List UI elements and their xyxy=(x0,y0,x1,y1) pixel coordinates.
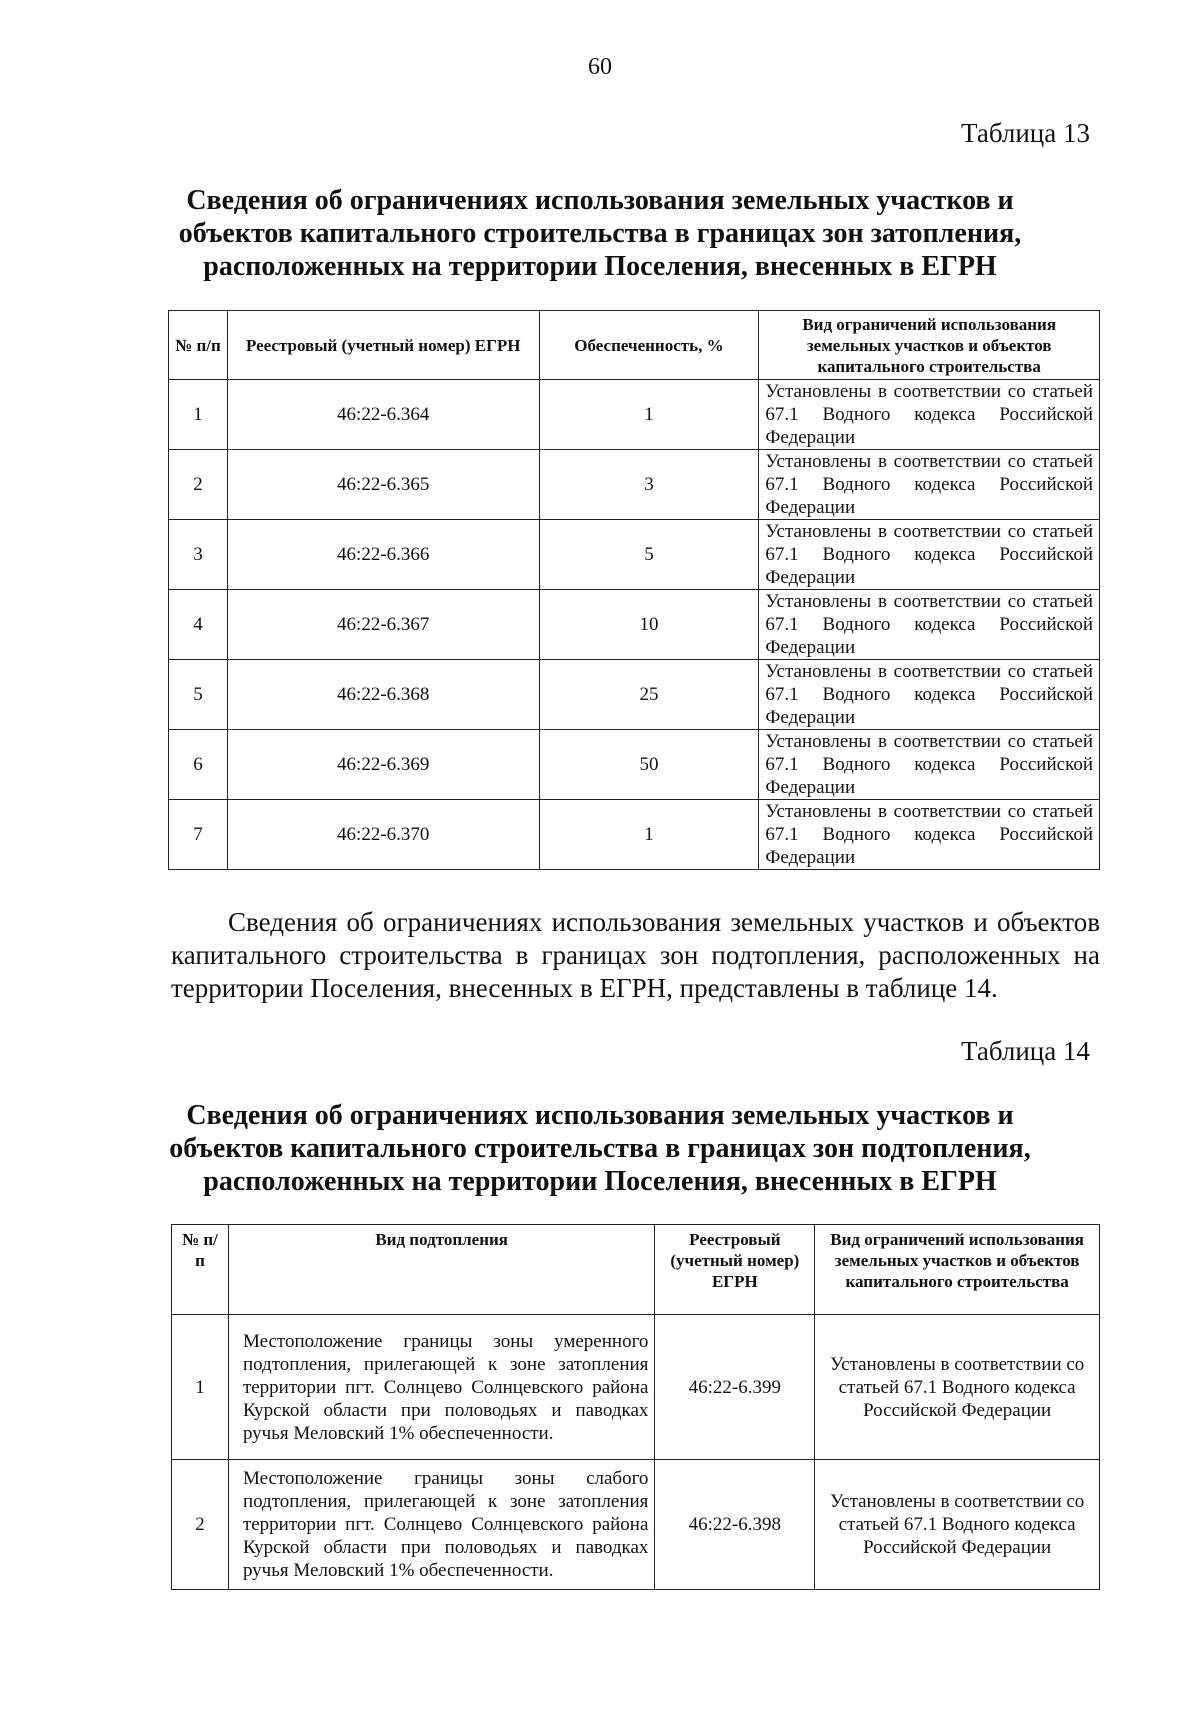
row-num: 2 xyxy=(172,1460,229,1590)
row-restriction-kind: Установлены в соответствии со статьей 67.1 Водного кодекса Российской Федерации xyxy=(815,1315,1100,1460)
header-flood-type: Вид подтопления xyxy=(228,1225,654,1315)
table-13 xyxy=(168,310,1100,870)
table-row xyxy=(169,380,1100,450)
table-14-label: Таблица 14 xyxy=(961,1036,1090,1066)
row-probability: 10 xyxy=(539,590,759,660)
header-num: № п/п xyxy=(172,1225,229,1315)
table-row xyxy=(169,590,1100,660)
table-row xyxy=(172,1315,1100,1460)
row-probability: 50 xyxy=(539,730,759,800)
row-flood-type: Местоположение границы зоны слабого подтопления, прилегающей к зоне затопления территории пгт. Солнцево Солнцевского района Курской области при половодьях и паводках ручья Меловский 1% обеспеченности. xyxy=(228,1460,654,1590)
row-num: 6 xyxy=(169,730,228,800)
row-registry-number: 46:22-6.398 xyxy=(655,1460,815,1590)
header-probability: Обеспеченность, % xyxy=(539,311,759,380)
header-registry-number: Реестровый (учетный номер) ЕГРН xyxy=(227,311,539,380)
table-13-label: Таблица 13 xyxy=(961,118,1090,148)
row-num: 3 xyxy=(169,520,228,590)
row-probability: 3 xyxy=(539,450,759,520)
row-registry-number: 46:22-6.364 xyxy=(227,380,539,450)
row-probability: 1 xyxy=(539,800,759,870)
row-num: 5 xyxy=(169,660,228,730)
table-13-title: Сведения об ограничениях использования земельных участков и объектов капитального строительства в границах зон затопления, расположенных на территории Поселения, внесенных в ЕГРН xyxy=(178,185,1022,282)
table-row xyxy=(169,730,1100,800)
row-probability: 5 xyxy=(539,520,759,590)
row-restriction-kind: Установлены в соответствии со статьей 67.1 Водного кодекса Российской Федерации xyxy=(759,450,1100,520)
row-restriction-kind: Установлены в соответствии со статьей 67.1 Водного кодекса Российской Федерации xyxy=(759,660,1100,730)
table-13-header-row xyxy=(169,311,1100,380)
row-restriction-kind: Установлены в соответствии со статьей 67.1 Водного кодекса Российской Федерации xyxy=(759,730,1100,800)
row-registry-number: 46:22-6.366 xyxy=(227,520,539,590)
table-row xyxy=(169,800,1100,870)
row-registry-number: 46:22-6.399 xyxy=(655,1315,815,1460)
row-restriction-kind: Установлены в соответствии со статьей 67.1 Водного кодекса Российской Федерации xyxy=(759,520,1100,590)
row-registry-number: 46:22-6.367 xyxy=(227,590,539,660)
table-row xyxy=(172,1460,1100,1590)
row-registry-number: 46:22-6.369 xyxy=(227,730,539,800)
table-row xyxy=(169,450,1100,520)
row-num: 1 xyxy=(169,380,228,450)
row-num: 2 xyxy=(169,450,228,520)
page-number: 60 xyxy=(588,54,612,80)
row-flood-type: Местоположение границы зоны умеренного подтопления, прилегающей к зоне затопления территории пгт. Солнцево Солнцевского района Курской области при половодьях и паводках ручья Меловский 1% обеспеченности. xyxy=(228,1315,654,1460)
row-restriction-kind: Установлены в соответствии со статьей 67.1 Водного кодекса Российской Федерации xyxy=(815,1460,1100,1590)
row-num: 1 xyxy=(172,1315,229,1460)
header-num: № п/п xyxy=(169,311,228,380)
row-restriction-kind: Установлены в соответствии со статьей 67.1 Водного кодекса Российской Федерации xyxy=(759,380,1100,450)
row-num: 4 xyxy=(169,590,228,660)
body-paragraph: Сведения об ограничениях использования земельных участков и объектов капитального строительства в границах зон подтопления, расположенных на территории Поселения, внесенных в ЕГРН, представлены в таблице 14. xyxy=(171,907,1100,1003)
header-registry-number: Реестровый (учетный номер) ЕГРН xyxy=(655,1225,815,1315)
row-probability: 1 xyxy=(539,380,759,450)
row-restriction-kind: Установлены в соответствии со статьей 67.1 Водного кодекса Российской Федерации xyxy=(759,590,1100,660)
row-restriction-kind: Установлены в соответствии со статьей 67.1 Водного кодекса Российской Федерации xyxy=(759,800,1100,870)
table-row xyxy=(169,520,1100,590)
row-registry-number: 46:22-6.365 xyxy=(227,450,539,520)
row-num: 7 xyxy=(169,800,228,870)
table-14-title: Сведения об ограничениях использования земельных участков и объектов капитального строительства в границах зон подтопления, расположенных на территории Поселения, внесенных в ЕГРН xyxy=(169,1100,1031,1197)
row-registry-number: 46:22-6.370 xyxy=(227,800,539,870)
table-14 xyxy=(171,1224,1100,1590)
row-probability: 25 xyxy=(539,660,759,730)
table-row xyxy=(169,660,1100,730)
table-14-header-row xyxy=(172,1225,1100,1315)
header-restriction-kind: Вид ограничений использования земельных участков и объектов капитального строительства xyxy=(815,1225,1100,1315)
header-restriction-kind: Вид ограничений использования земельных участков и объектов капитального строительства xyxy=(759,311,1100,380)
row-registry-number: 46:22-6.368 xyxy=(227,660,539,730)
